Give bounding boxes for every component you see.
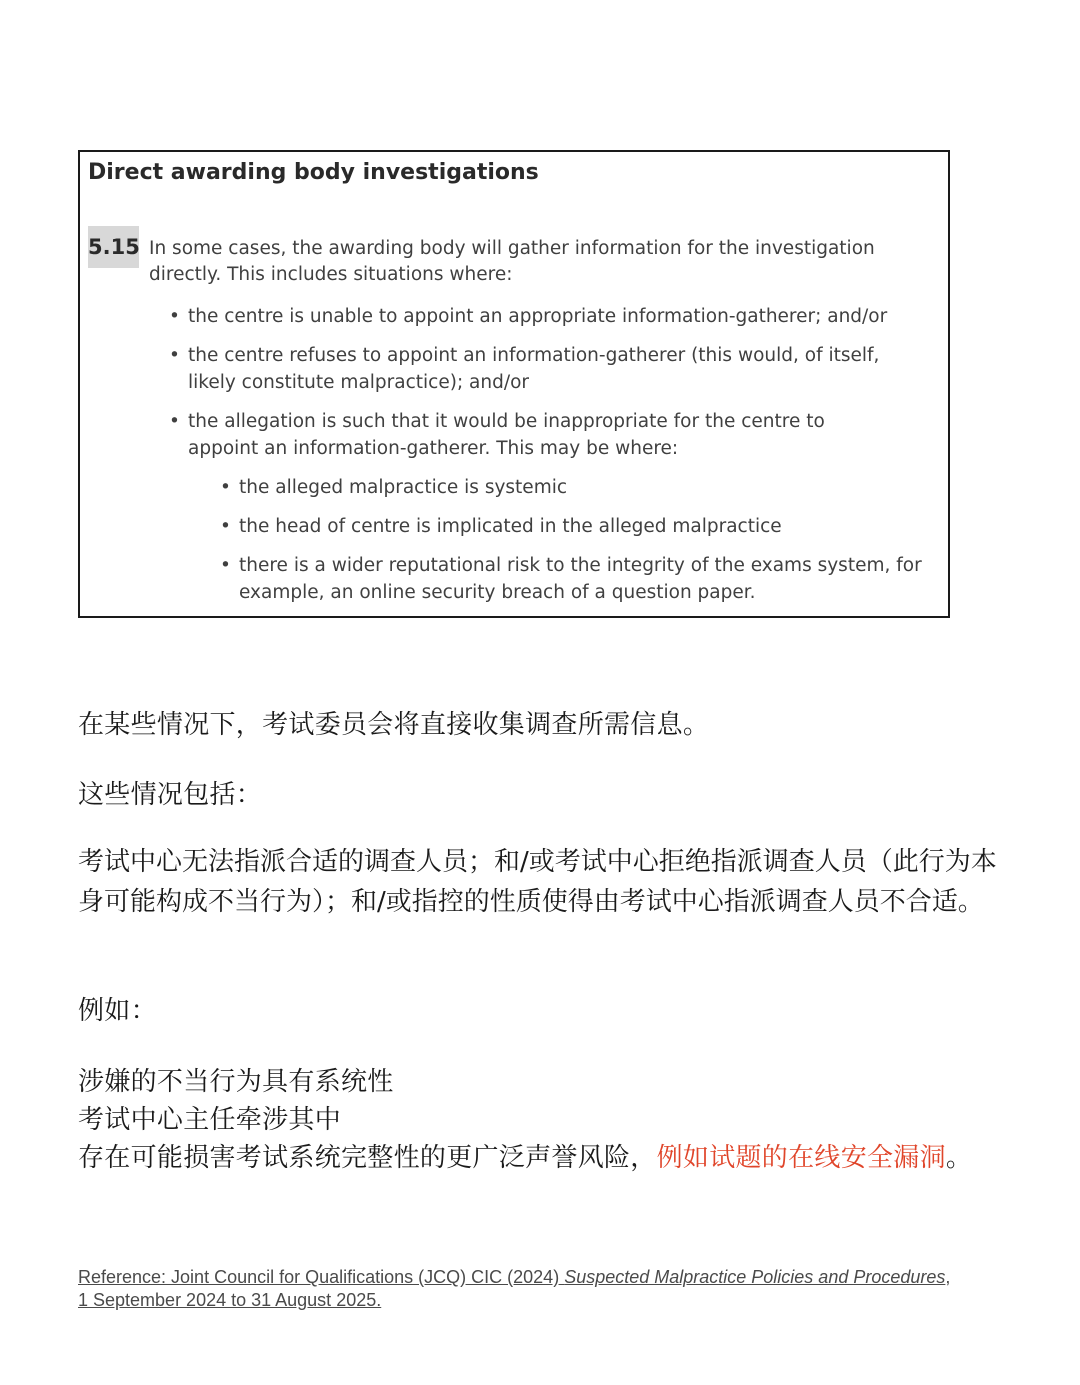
bullet-dot-icon: • — [220, 477, 231, 498]
bullet-item — [169, 342, 933, 396]
reference-citation[interactable] — [78, 1266, 958, 1312]
example-3-suffix: 。 — [945, 1143, 973, 1173]
translation-example-2: 考试中心主任牵涉其中 — [78, 1105, 342, 1135]
bullet-dot-icon: • — [169, 306, 180, 327]
bullet-text: the allegation is such that it would be inappropriate for the centre to appoint an information-gatherer. This may be where: — [188, 411, 825, 459]
bullet-item — [169, 303, 948, 330]
reference-suffix: , 1 September 2024 to 31 August 2025. — [78, 1267, 951, 1310]
translation-example-heading: 例如： — [78, 996, 157, 1026]
bullet-item — [169, 408, 888, 462]
box-title: Direct awarding body investigations — [88, 160, 539, 185]
bullet-dot-icon: • — [169, 411, 180, 432]
translation-example-1: 涉嫌的不当行为具有系统性 — [78, 1067, 394, 1097]
reference-prefix: Reference: Joint Council for Qualifications (JCQ) CIC (2024) — [78, 1267, 565, 1287]
translation-example-3 — [78, 1137, 972, 1174]
intro-text: In some cases, the awarding body will gather information for the investigation directly. This includes situations where: — [149, 238, 875, 285]
example-3-prefix: 存在可能损害考试系统完整性的更广泛声誉风险， — [78, 1143, 657, 1173]
bullet-dot-icon: • — [169, 345, 180, 366]
bullet-dot-icon: • — [220, 555, 231, 576]
sub-bullet-text: the head of centre is implicated in the alleged malpractice — [239, 516, 782, 537]
sub-bullet-item — [220, 474, 929, 501]
translation-situations-heading: 这些情况包括： — [78, 780, 263, 810]
translation-situations-paragraph: 考试中心无法指派合适的调查人员；和/或考试中心拒绝指派调查人员（此行为本身可能构成不当行为）；和/或指控的性质使得由考试中心指派调查人员不合适。 — [78, 847, 997, 917]
sub-bullet-item — [220, 513, 929, 540]
bullet-text: the centre refuses to appoint an information-gatherer (this would, of itself, likely constitute malpractice); and/or — [188, 345, 880, 393]
sub-bullet-text: the alleged malpractice is systemic — [239, 477, 568, 498]
bullet-dot-icon: • — [220, 516, 231, 537]
quote-box — [78, 150, 950, 618]
example-3-highlight: 例如试题的在线安全漏洞 — [656, 1143, 946, 1173]
sub-bullet-text: there is a wider reputational risk to the integrity of the exams system, for example, an online security breach of a question paper. — [239, 555, 922, 603]
reference-title: Suspected Malpractice Policies and Procedures — [564, 1267, 946, 1287]
sub-bullet-item — [220, 552, 934, 606]
section-number: 5.15 — [88, 226, 139, 268]
bullet-text: the centre is unable to appoint an appropriate information-gatherer; and/or — [188, 306, 888, 327]
translation-intro: 在某些情况下，考试委员会将直接收集调查所需信息。 — [78, 710, 710, 740]
